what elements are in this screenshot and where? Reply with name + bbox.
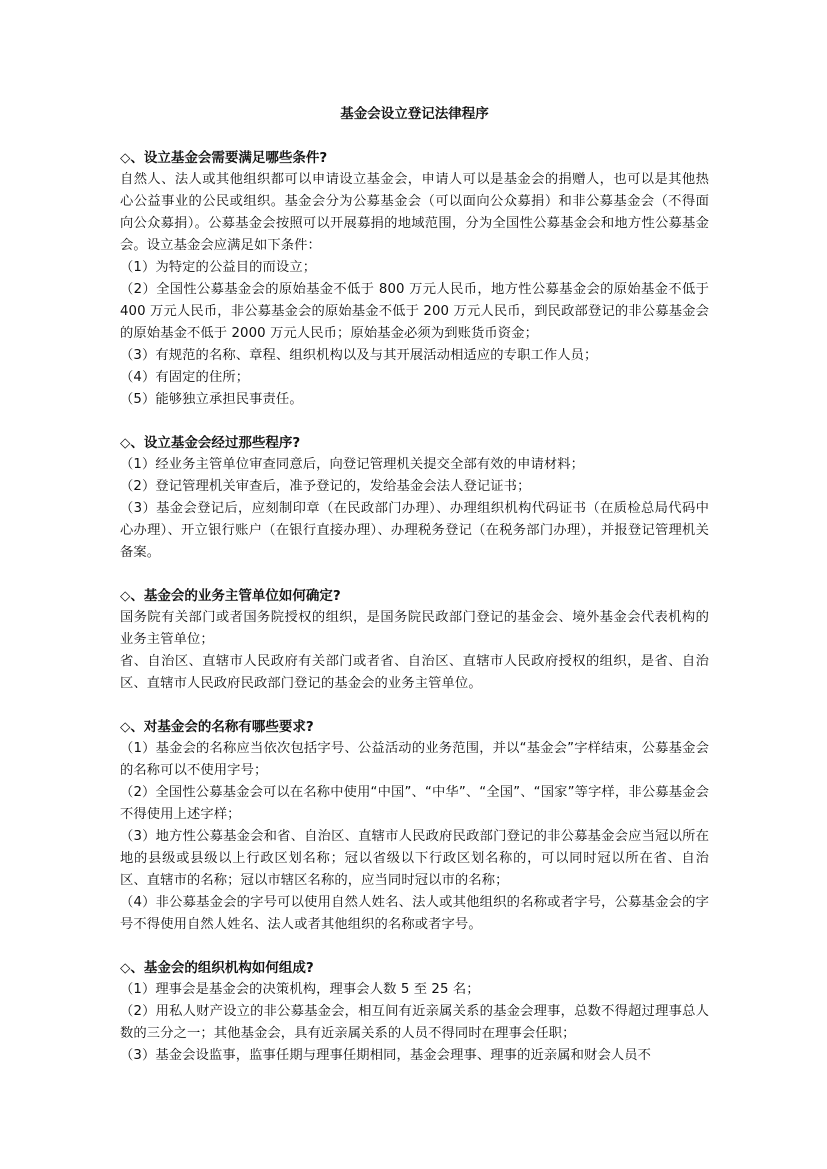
section-conditions: [120, 147, 709, 411]
paragraph: 自然人、法人或其他组织都可以申请设立基金会，申请人可以是基金会的捐赠人，也可以是其他热心公益事业的公民或组织。基金会分为公募基金会（可以面向公众募捐）和非公募基金会（不得面向公众募捐）。公募基金会按照可以开展募捐的地域范围，分为全国性公募基金会和地方性公募基金会。设立基金会应满足如下条件：: [120, 172, 709, 253]
section-heading: ◇、设立基金会需要满足哪些条件?: [120, 150, 328, 166]
paragraph: （1）经业务主管单位审查同意后，向登记管理机关提交全部有效的申请材料；: [120, 457, 585, 472]
document-title: 基金会设立登记法律程序: [340, 106, 489, 122]
section-heading: ◇、对基金会的名称有哪些要求?: [120, 719, 314, 735]
paragraph: （4）非公募基金会的字号可以使用自然人姓名、法人或其他组织的名称或者字号，公募基金会的字号不得使用自然人姓名、法人或者其他组织的名称或者字号。: [120, 895, 709, 932]
paragraph: （4）有固定的住所；: [120, 370, 250, 385]
section-organization: [120, 957, 709, 1067]
paragraph: （3）地方性公募基金会和省、自治区、直辖市人民政府民政部门登记的非公募基金会应当冠以所在地的县级或县级以上行政区划名称；冠以省级以下行政区划名称的，可以同时冠以所在省、自治区、直辖市的名称；冠以市辖区名称的，应当同时冠以市的名称；: [120, 829, 709, 888]
paragraph: （2）全国性公募基金会的原始基金不低于 800 万元人民币，地方性公募基金会的原始基金不低于 400 万元人民币，非公募基金会的原始基金不低于 200 万元人民币，到民政部登记的非公募基金会的原始基金不低于 2000 万元人民币；原始基金必须为到账货币资金；: [120, 282, 709, 341]
paragraph: 省、自治区、直辖市人民政府有关部门或者省、自治区、直辖市人民政府授权的组织，是省、自治区、直辖市人民政府民政部门登记的基金会的业务主管单位。: [120, 654, 709, 691]
section-procedures: [120, 432, 709, 564]
paragraph: （5）能够独立承担民事责任。: [120, 392, 303, 407]
section-heading: ◇、基金会的业务主管单位如何确定?: [120, 588, 341, 604]
paragraph: （1）基金会的名称应当依次包括字号、公益活动的业务范围，并以“基金会”字样结束，公募基金会的名称可以不使用字号；: [120, 741, 709, 778]
paragraph: （2）全国性公募基金会可以在名称中使用“中国”、“中华”、“全国”、“国家”等字样，非公募基金会不得使用上述字样；: [120, 785, 709, 822]
paragraph: （2）登记管理机关审查后，准予登记的，发给基金会法人登记证书；: [120, 479, 531, 494]
section-heading: ◇、基金会的组织机构如何组成?: [120, 960, 314, 976]
paragraph: 国务院有关部门或者国务院授权的组织，是国务院民政部门登记的基金会、境外基金会代表机构的业务主管单位；: [120, 610, 709, 647]
section-supervisory-unit: [120, 585, 709, 695]
paragraph: （1）为特定的公益目的而设立；: [120, 260, 317, 275]
paragraph: （2）用私人财产设立的非公募基金会，相互间有近亲属关系的基金会理事，总数不得超过理事总人数的三分之一；其他基金会，具有近亲属关系的人员不得同时在理事会任职；: [120, 1004, 709, 1041]
paragraph: （3）基金会登记后，应刻制印章（在民政部门办理）、办理组织机构代码证书（在质检总局代码中心办理）、开立银行账户（在银行直接办理）、办理税务登记（在税务部门办理），并报登记管理机关备案。: [120, 501, 709, 560]
paragraph: （1）理事会是基金会的决策机构，理事会人数 5 至 25 名；: [120, 982, 480, 997]
section-heading: ◇、设立基金会经过那些程序?: [120, 435, 301, 451]
paragraph: （3）有规范的名称、章程、组织机构以及与其开展活动相适应的专职工作人员；: [120, 348, 598, 363]
paragraph: （3）基金会设监事，监事任期与理事任期相同，基金会理事、理事的近亲属和财会人员不: [120, 1048, 652, 1063]
section-name-requirements: [120, 716, 709, 936]
